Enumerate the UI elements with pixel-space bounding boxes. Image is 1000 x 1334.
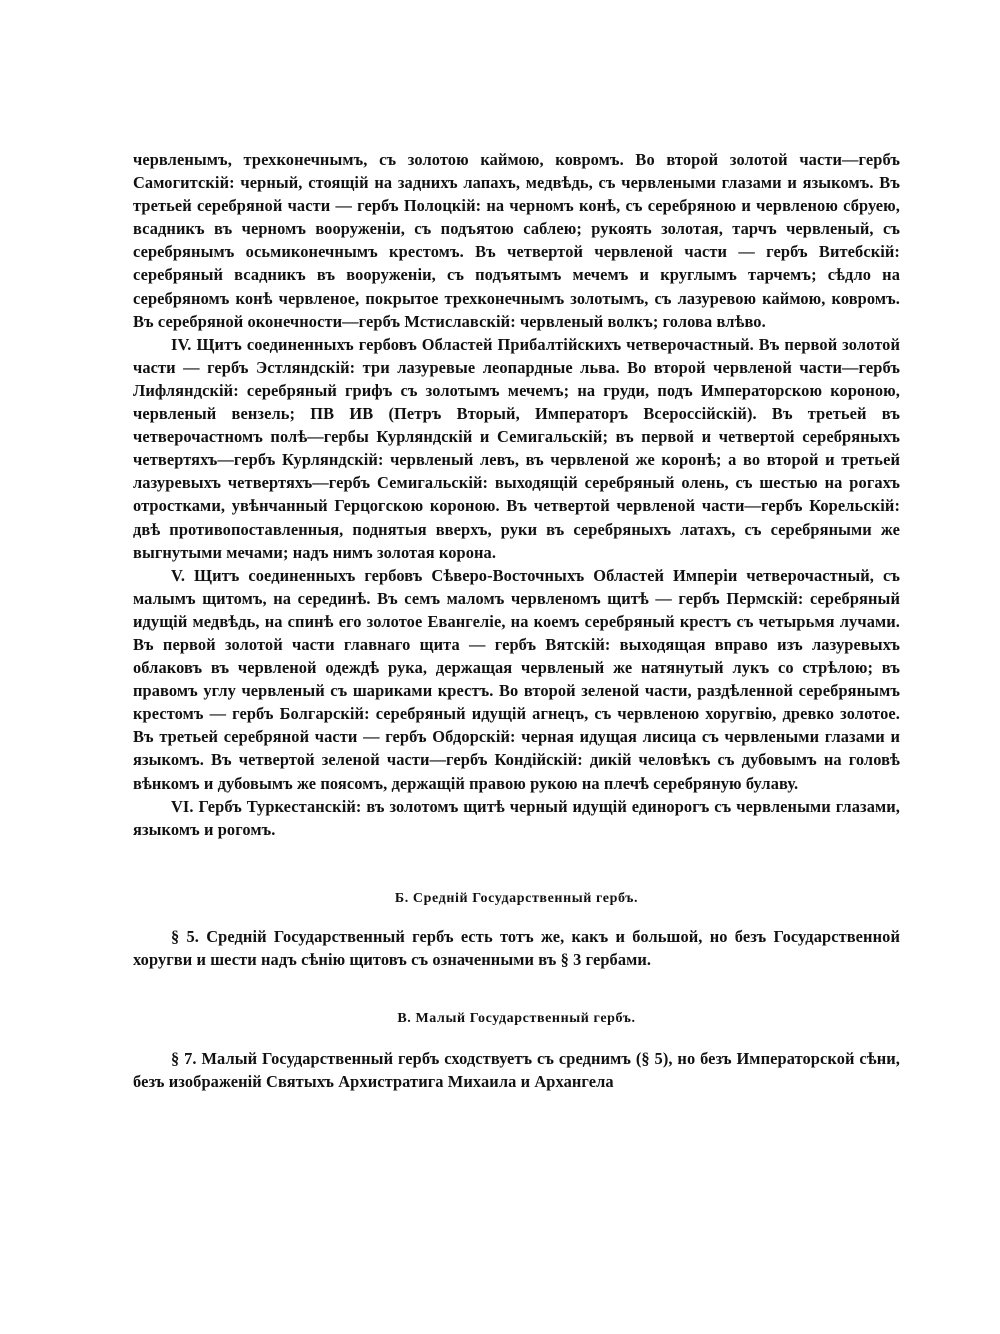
- section-heading-middle-arms: Б. Средній Государственный гербъ.: [394, 890, 639, 906]
- paragraph-continuation: червленымъ, трехконечнымъ, съ золотою каймою, ковромъ. Во второй золотой части—гербъ Самогитскій: черный, стоящій на заднихъ лапахъ, медвѣдь, съ червлеными глазами и языкомъ. Въ третьей серебряной части — гербъ Полоцкій: на черномъ конѣ, съ серебряною и червленою сбруею, всадникъ въ черномъ вооруженіи, съ подъятою саблею; рукоять золотая, тарчъ червленый, съ серебрянымъ осьмиконечнымъ крестомъ. Въ четвертой червленой части — гербъ Витебскій: серебряный всадникъ въ вооруженіи, съ подъятымъ мечемъ и круглымъ тарчемъ; сѣдло на серебряномъ конѣ червленое, покрытое трехконечнымъ золотымъ, съ лазуревою каймою, ковромъ. Въ серебряной оконечности—гербъ Мстиславскій: червленый волкъ; голова влѣво.: [133, 150, 900, 331]
- section-heading-small-arms: В. Малый Государственный гербъ.: [397, 1011, 636, 1026]
- paragraph-section-5: § 5. Средній Государственный гербъ есть тотъ же, какъ и большой, но безъ Государственной хоругви и шести надъ сѣнію щитовъ съ означенными въ § 3 гербами.: [133, 926, 900, 969]
- paragraph-v-northeast-arms: V. Щитъ соединенныхъ гербовъ Сѣверо-Восточныхъ Областей Имперіи четверочастный, съ малымъ щитомъ, на серединѣ. Въ семъ маломъ червленомъ щитѣ — гербъ Пермскій: серебряный идущій медвѣдь, на спинѣ его золотое Евангеліе, на коемъ серебряный крестъ съ четырьмя лучами. Въ первой золотой части главнаго щита — гербъ Вятскій: выходящая вправо изъ лазуревыхъ облаковъ въ червленой одеждѣ рука, держащая червленый же натянутый лукъ со стрѣлою; въ правомъ углу червленый съ шариками крестъ. Во второй зеленой части, раздѣленной серебрянымъ крестомъ — гербъ Болгарскій: серебряный идущій агнецъ, съ червленою хоругвію, древко золотое. Въ третьей серебряной части — гербъ Обдорскій: черная идущая лисица съ червлеными глазами и языкомъ. Въ четвертой зеленой части—гербъ Кондійскій: дикій человѣкъ съ дубовымъ на головѣ вѣнкомъ и дубовымъ же поясомъ, держащій правою рукою на плечѣ серебряную булаву.: [133, 565, 900, 793]
- paragraph-vi-turkestan-arms: VI. Гербъ Туркестанскій: въ золотомъ щитѣ черный идущій единорогъ съ червлеными глазами, языкомъ и рогомъ.: [133, 796, 900, 839]
- paragraph-section-7: § 7. Малый Государственный гербъ сходствуетъ съ среднимъ (§ 5), но безъ Императорской сѣни, безъ изображеній Святыхъ Архистратига Михаила и Архангела: [133, 1049, 900, 1092]
- paragraph-iv-baltic-arms: IV. Щитъ соединенныхъ гербовъ Областей Прибалтійскихъ четверочастный. Въ первой золотой части — гербъ Эстляндскій: три лазуревые леопардные льва. Во второй червленой части—гербъ Лифляндскій: серебряный грифъ съ золотымъ мечемъ; на груди, подъ Императорскою короною, червленый вензель; ПВ ИВ (Петръ Вторый, Императоръ Всероссійскій). Въ третьей въ четверочастномъ полѣ—гербы Курляндскій и Семигальскій; въ первой и четвертой серебряныхъ четвертяхъ—гербъ Курляндскій: червленый левъ, въ червленой же коронѣ; а во второй и третьей лазуревыхъ четвертяхъ—гербъ Семигальскій: выходящій серебряный олень, съ шестью на рогахъ отростками, увѣнчанный Герцогскою короною. Въ четвертой червленой части—гербъ Корельскій: двѣ противопоставленныя, поднятыя вверхъ, руки въ серебряныхъ латахъ, съ серебряными же выгнутыми мечами; надъ нимъ золотая корона.: [133, 334, 900, 562]
